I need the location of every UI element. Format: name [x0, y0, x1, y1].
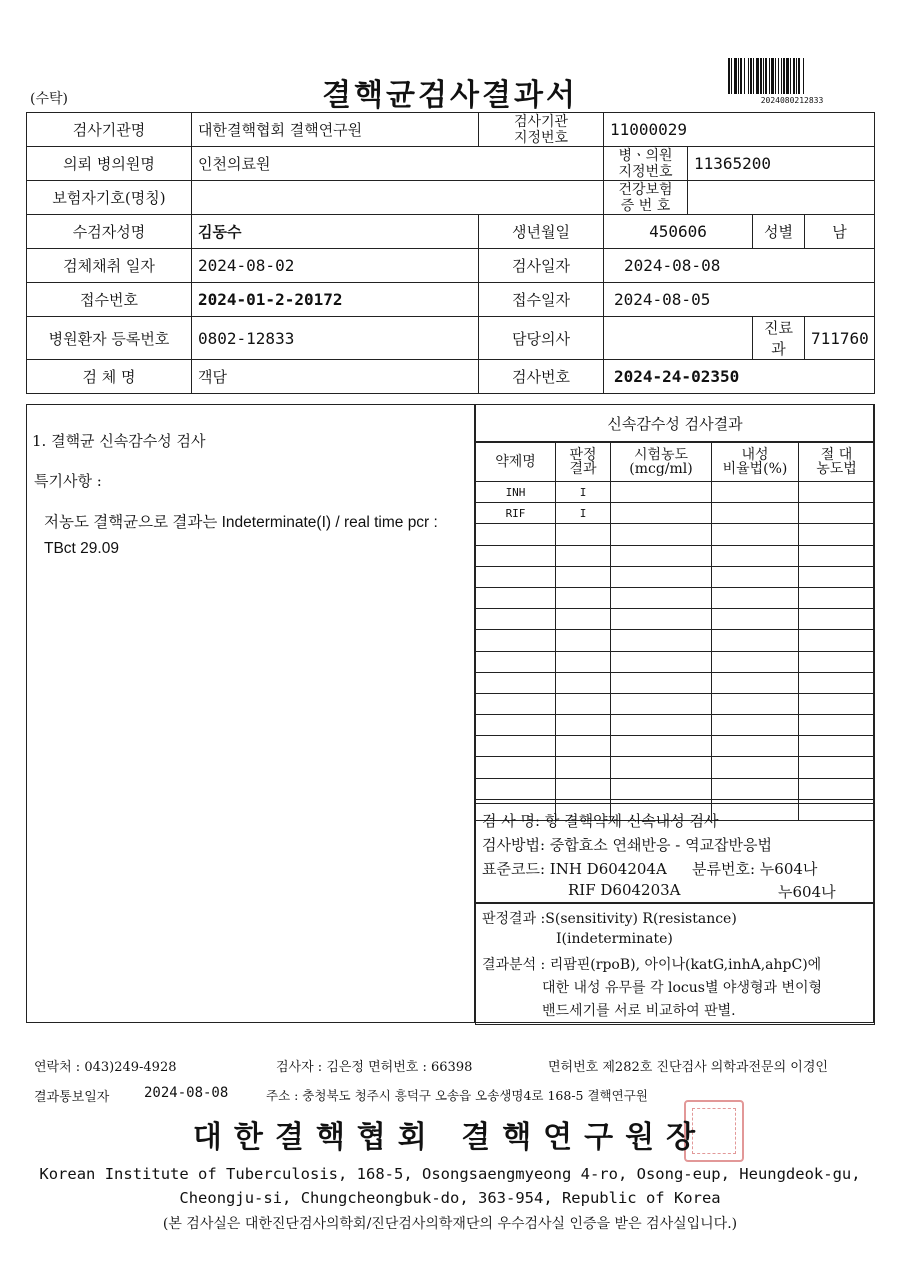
insurance-card-value	[688, 181, 875, 215]
insurer-label: 보험자기호(명칭)	[27, 181, 192, 215]
notice-date-value: 2024-08-08	[144, 1085, 229, 1101]
notes-label: 특기사항 :	[34, 472, 102, 490]
susceptibility-title: 신속감수성 검사결과	[475, 404, 875, 442]
method-panel	[475, 803, 875, 903]
test-no-label: 검사번호	[479, 360, 604, 394]
agency-value: 대한결핵협회 결핵연구원	[192, 113, 479, 147]
req-hospital-label: 의뢰 병의원명	[27, 147, 192, 181]
table-cell-drug: RIF	[476, 503, 556, 524]
table-cell-empty	[556, 715, 611, 736]
table-cell-empty	[556, 757, 611, 778]
table-row-empty	[476, 651, 875, 672]
table-cell-empty	[611, 587, 712, 608]
table-cell-empty	[556, 566, 611, 587]
table-cell-concentration	[611, 503, 712, 524]
insurance-card-label	[604, 181, 688, 215]
req-hospital-value: 인천의료원	[192, 147, 604, 181]
susceptibility-table	[475, 442, 875, 821]
specimen-value: 객담	[192, 360, 479, 394]
table-cell-empty	[556, 693, 611, 714]
table-cell-empty	[712, 715, 799, 736]
specimen-label: 검 체 명	[27, 360, 192, 394]
table-cell-empty	[611, 651, 712, 672]
barcode-bar	[769, 58, 770, 94]
barcode-bar	[771, 58, 774, 94]
insurance-card-label-text: 건강보험 증 번 호	[618, 181, 673, 214]
table-cell-empty	[611, 672, 712, 693]
table-cell-empty	[712, 609, 799, 630]
table-row	[476, 503, 875, 524]
result-line-1: 판정결과 :S(sensitivity) R(resistance)	[482, 911, 737, 927]
table-cell-absolute	[799, 482, 875, 503]
doctor-label: 담당의사	[479, 317, 604, 360]
result-line-4: 대한 내성 유무를 각 locus별 야생형과 변이형	[542, 980, 823, 996]
table-cell-empty	[556, 545, 611, 566]
table-cell-empty	[556, 651, 611, 672]
table-cell-drug: INH	[476, 482, 556, 503]
table-cell-empty	[476, 609, 556, 630]
header-judgement	[556, 443, 611, 482]
collect-date-label: 검체채취 일자	[27, 249, 192, 283]
receipt-no-label: 접수번호	[27, 283, 192, 317]
table-cell-ratio	[712, 503, 799, 524]
sex-value: 남	[805, 215, 875, 249]
birth-label: 생년월일	[479, 215, 604, 249]
header-absolute-text: 절 대 농도법	[816, 447, 857, 477]
result-line-2: I(indeterminate)	[556, 931, 673, 947]
table-cell-empty	[476, 524, 556, 545]
table-cell-empty	[556, 778, 611, 799]
header-judgement-text: 판정 결과	[569, 447, 597, 477]
table-cell-empty	[799, 587, 875, 608]
barcode-bar	[765, 58, 767, 94]
table-cell-empty	[611, 566, 712, 587]
barcode-bar	[744, 58, 745, 94]
table-cell-empty	[712, 524, 799, 545]
table-cell-empty	[799, 545, 875, 566]
table-row-empty	[476, 757, 875, 778]
notes-text: 저농도 결핵균으로 결과는 Indeterminate(I) / real time pcr : TBct 29.09	[44, 514, 438, 557]
table-cell-empty	[712, 693, 799, 714]
table-cell-empty	[556, 609, 611, 630]
table-cell-empty	[611, 715, 712, 736]
table-row-empty	[476, 587, 875, 608]
table-cell-empty	[712, 651, 799, 672]
table-row-empty	[476, 672, 875, 693]
table-row	[476, 482, 875, 503]
barcode-bar	[740, 58, 742, 94]
barcode-bar	[781, 58, 782, 94]
patient-name-value: 김동수	[192, 215, 479, 249]
header-absolute	[799, 443, 875, 482]
table-cell-empty	[476, 757, 556, 778]
hospital-no-value: 11365200	[688, 147, 875, 181]
barcode-bar	[753, 58, 754, 94]
notes-panel	[26, 404, 475, 1023]
table-row-empty	[476, 566, 875, 587]
patient-info-table	[26, 112, 875, 394]
table-cell-empty	[712, 757, 799, 778]
method-line-code-rif: RIF D604203A	[568, 881, 681, 899]
method-line-class-inh: 분류번호: 누604나	[692, 860, 818, 878]
table-cell-empty	[476, 630, 556, 651]
receipt-no-value: 2024-01-2-20172	[192, 283, 479, 317]
barcode-bar	[775, 58, 776, 94]
barcode-bar	[793, 58, 795, 94]
sex-label: 성별	[753, 215, 805, 249]
table-cell-empty	[611, 778, 712, 799]
table-row-empty	[476, 736, 875, 757]
receipt-label: (수탁)	[30, 91, 68, 107]
agency-no-label-text: 검사기관 지정번호	[513, 113, 569, 146]
table-cell-empty	[476, 587, 556, 608]
method-line-method: 검사방법: 중합효소 연쇄반응 - 역교잡반응법	[482, 836, 773, 854]
doctor-value	[604, 317, 753, 360]
patient-reg-value: 0802-12833	[192, 317, 479, 360]
barcode-bar	[783, 58, 785, 94]
table-cell-empty	[556, 736, 611, 757]
barcode-bar	[796, 58, 797, 94]
method-line-code-inh: 표준코드: INH D604204A	[482, 860, 667, 878]
table-cell-empty	[611, 609, 712, 630]
table-cell-concentration	[611, 482, 712, 503]
table-cell-empty	[712, 630, 799, 651]
agency-no-value: 11000029	[604, 113, 875, 147]
table-row-empty	[476, 693, 875, 714]
examiner-text: 검사자 : 김은정 면허번호 : 66398	[276, 1060, 473, 1075]
table-cell-empty	[476, 715, 556, 736]
table-cell-empty	[476, 545, 556, 566]
barcode-bar	[756, 58, 759, 94]
table-cell-empty	[799, 524, 875, 545]
header-ratio-text: 내성 비율법(%)	[722, 447, 788, 477]
receipt-date-value: 2024-08-05	[604, 283, 875, 317]
test-no-value: 2024-24-02350	[604, 360, 875, 394]
english-address-line-1: Korean Institute of Tuberculosis, 168-5, Osongsaengmyeong 4-ro, Osong-eup, Heungdeok-gu,	[39, 1165, 861, 1183]
specialist-text: 면허번호 제282호 진단검사 의학과전문의 이경인	[548, 1060, 828, 1075]
table-cell-empty	[556, 587, 611, 608]
table-cell-empty	[799, 757, 875, 778]
english-address-line-2: Cheongju-si, Chungcheongbuk-do, 363-954, Republic of Korea	[179, 1189, 721, 1207]
method-line-class-rif: 누604나	[778, 883, 836, 901]
table-cell-empty	[611, 524, 712, 545]
barcode-bar	[798, 58, 800, 94]
table-cell-judgement: I	[556, 482, 611, 503]
dept-value: 711760	[805, 317, 875, 360]
table-row-empty	[476, 524, 875, 545]
hospital-no-label	[604, 147, 688, 181]
table-cell-empty	[611, 630, 712, 651]
table-cell-empty	[799, 630, 875, 651]
table-cell-empty	[611, 736, 712, 757]
result-line-5: 밴드세기를 서로 비교하여 판별.	[542, 1003, 736, 1019]
test-date-value: 2024-08-08	[604, 249, 875, 283]
barcode-bar	[750, 58, 752, 94]
table-cell-empty	[712, 778, 799, 799]
barcode-bar	[748, 58, 749, 94]
patient-name-label: 수검자성명	[27, 215, 192, 249]
table-cell-empty	[712, 545, 799, 566]
table-cell-absolute	[799, 503, 875, 524]
barcode-bar	[728, 58, 730, 94]
header-ratio	[712, 443, 799, 482]
test-date-label: 검사일자	[479, 249, 604, 283]
table-cell-empty	[611, 545, 712, 566]
barcode-bar	[734, 58, 737, 94]
table-cell-empty	[712, 736, 799, 757]
table-cell-empty	[611, 693, 712, 714]
notice-date-label: 결과통보일자	[34, 1090, 110, 1105]
table-row-empty	[476, 630, 875, 651]
header-concentration	[611, 443, 712, 482]
barcode-bar	[731, 58, 732, 94]
contact-text: 연락처 : 043)249-4928	[34, 1060, 177, 1075]
document-title: 결핵균검사결과서	[322, 78, 578, 113]
table-cell-empty	[799, 672, 875, 693]
table-cell-empty	[799, 693, 875, 714]
barcode-bar	[738, 58, 739, 94]
barcode-bar	[786, 58, 789, 94]
header-concentration-text: 시험농도 (mcg/ml)	[629, 447, 693, 477]
section-title: 1. 결핵균 신속감수성 검사	[32, 432, 206, 450]
receipt-date-label: 접수일자	[479, 283, 604, 317]
table-cell-empty	[799, 566, 875, 587]
header-drug: 약제명	[476, 443, 556, 482]
table-cell-empty	[712, 587, 799, 608]
agency-label: 검사기관명	[27, 113, 192, 147]
barcode-bar	[763, 58, 764, 94]
table-row-empty	[476, 609, 875, 630]
table-cell-empty	[712, 566, 799, 587]
table-cell-empty	[476, 566, 556, 587]
table-cell-empty	[476, 651, 556, 672]
table-row-empty	[476, 715, 875, 736]
table-cell-ratio	[712, 482, 799, 503]
table-cell-empty	[799, 778, 875, 799]
table-cell-empty	[556, 524, 611, 545]
barcode-icon	[728, 58, 856, 94]
hospital-no-label-text: 병ㆍ의원 지정번호	[618, 147, 673, 180]
certification-text: (본 검사실은 대한진단검사의학회/진단검사의학재단의 우수검사실 인증을 받은 검사실입니다.)	[162, 1216, 738, 1232]
table-cell-empty	[556, 672, 611, 693]
address-text: 주소 : 충청북도 청주시 흥덕구 오송읍 오송생명4로 168-5 결핵연구원	[266, 1088, 648, 1103]
institute-name: 대한결핵협회 결핵연구원장	[192, 1120, 708, 1155]
table-cell-empty	[476, 736, 556, 757]
patient-reg-label: 병원환자 등록번호	[27, 317, 192, 360]
table-cell-empty	[799, 715, 875, 736]
barcode-bar	[790, 58, 791, 94]
table-cell-empty	[476, 778, 556, 799]
table-row-empty	[476, 545, 875, 566]
table-row-empty	[476, 778, 875, 799]
barcode-bar	[760, 58, 762, 94]
table-cell-empty	[476, 672, 556, 693]
barcode-bar	[803, 58, 804, 94]
barcode-number: 2024080212833	[760, 96, 824, 105]
collect-date-value: 2024-08-02	[192, 249, 479, 283]
interpretation-panel	[475, 903, 875, 1025]
method-line-name: 검 사 명: 항 결핵약제 신속내성 검사	[482, 812, 719, 830]
result-line-3: 결과분석 : 리팜핀(rpoB), 아이나(katG,inhA,ahpC)에	[482, 957, 822, 973]
table-cell-judgement: I	[556, 503, 611, 524]
table-cell-empty	[712, 672, 799, 693]
dept-label: 진료과	[753, 317, 805, 360]
birth-value: 450606	[604, 215, 753, 249]
table-cell-empty	[476, 693, 556, 714]
table-cell-empty	[799, 736, 875, 757]
table-cell-empty	[556, 630, 611, 651]
barcode-bar	[778, 58, 779, 94]
insurer-value	[192, 181, 604, 215]
table-cell-empty	[611, 757, 712, 778]
agency-no-label	[479, 113, 604, 147]
table-cell-empty	[799, 651, 875, 672]
table-cell-empty	[799, 609, 875, 630]
